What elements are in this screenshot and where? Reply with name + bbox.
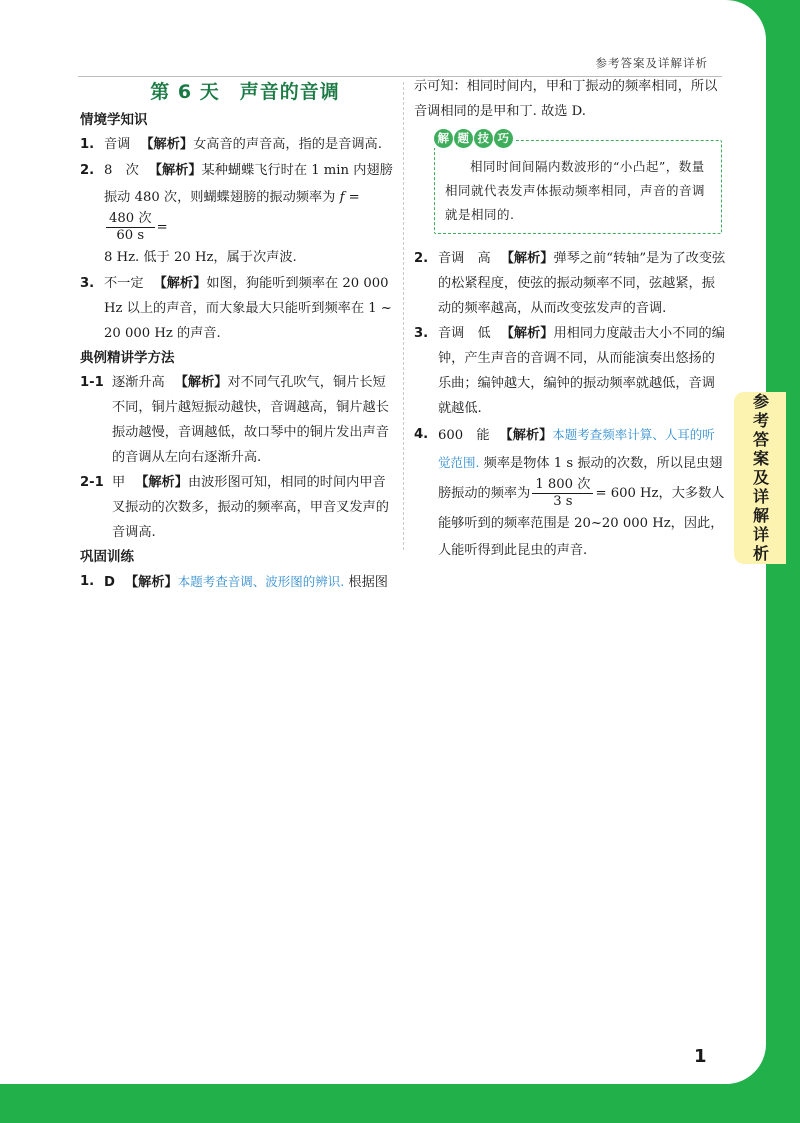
item-answer: 600 能 (438, 428, 490, 443)
answer-item-1 (80, 132, 398, 157)
analysis-tag: 【解析】 (174, 375, 228, 390)
side-tab-label: 参考答案及详解详析 (750, 392, 770, 564)
analysis-tag: 【解析】 (140, 137, 194, 152)
item-text: 用相同力度敲击大小不同的编钟，产生声音的音调不同，从而能演奏出悠扬的乐曲；编钟越大，编钟的振动频率就越低，音调就越低. (438, 326, 725, 416)
tip-badge-char: 解 (434, 129, 453, 148)
section-heading-1: 情境学知识 (80, 112, 148, 128)
item-answer: 音调 (104, 137, 131, 152)
equals-sign: = (344, 190, 360, 205)
equals-sign: = (156, 220, 168, 235)
page-number: 1 (694, 1046, 707, 1067)
fraction (532, 477, 593, 510)
analysis-tag: 【解析】 (135, 475, 188, 490)
item-answer: 甲 (112, 475, 126, 490)
item-number: 2-1 (80, 475, 104, 490)
item-answer: 音调 高 (438, 251, 491, 266)
item-answer: D (104, 575, 115, 590)
item-number: 2. (80, 163, 95, 178)
item-number: 2. (414, 251, 429, 266)
item-text: 由波形图可知，相同的时间内甲音叉振动的次数多，振动的频率高，甲音叉发声的音调高. (112, 475, 389, 540)
analysis-tag: 【解析】 (124, 575, 178, 590)
item-answer: 不一定 (104, 276, 144, 291)
tip-badge-char: 题 (454, 129, 473, 148)
analysis-tag: 【解析】 (500, 326, 554, 341)
item-text-cont: = 600 Hz，大多数人能够听到的频率范围是 20~20 000 Hz，因此，人能听得到此昆虫的声音. (438, 486, 725, 558)
item-text: 根据图 (344, 575, 388, 590)
item-text: 某种蝴蝶飞行时在 1 min 内翅膀振动 480 次，则蝴蝶翅膀的振动频率为 (104, 163, 393, 205)
item-number: 1. (80, 574, 95, 589)
example-item-2-1 (80, 470, 398, 545)
tip-badge (431, 129, 516, 148)
tip-badge-char: 巧 (494, 129, 513, 148)
fraction-denominator: 3 s (532, 493, 593, 510)
item-text: 如图，狗能听到频率在 20 000 Hz 以上的声音，而大象最大只能听到频率在 1 ~ 20 000 Hz 的声音. (104, 276, 392, 341)
tip-badge-char: 技 (474, 129, 493, 148)
practice-item-1 (80, 569, 398, 595)
topic-highlight: 本题考查音调、波形图的辨识. (177, 574, 345, 589)
item-text: 女高音的声音高，指的是音调高. (193, 137, 382, 152)
item-answer: 逐渐升高 (112, 375, 165, 390)
fraction-numerator: 1 800 次 (535, 477, 591, 492)
practice-item-4 (414, 421, 726, 564)
continued-text: 示可知：相同时间内，甲和丁振动的频率相同，所以音调相同的是甲和丁. 故选 D. (414, 79, 718, 119)
item-number: 3. (414, 326, 429, 341)
item-number: 4. (414, 427, 429, 442)
analysis-tag: 【解析】 (148, 163, 202, 178)
tip-text: 相同时间间隔内数波形的“小凸起”，数量相同就代表发声体振动频率相同，声音的音调就是相同的. (445, 159, 706, 222)
item-number: 3. (80, 276, 95, 291)
analysis-tag: 【解析】 (499, 428, 553, 443)
example-item-1-1 (80, 370, 398, 470)
item-text: 频率是物体 1 s 振动的次数，所以昆虫翅膀振动的频率为 (438, 456, 723, 501)
item-text: 对不同气孔吹气，铜片长短不同，铜片越短振动越快，音调越高，铜片越长振动越慢，音调越低，故口琴中的铜片发出声音的音调从左向右逐渐升高. (112, 375, 389, 465)
fraction-numerator: 480 次 (109, 211, 152, 226)
solving-tip-box (434, 131, 722, 234)
topic-highlight: 本题考查频率计算、人耳的听觉范围. (438, 427, 715, 470)
column-divider (403, 82, 404, 550)
item-text-cont: 8 Hz. 低于 20 Hz，属于次声波. (104, 250, 297, 265)
item-text: 弹琴之前“转轴”是为了改变弦的松紧程度，使弦的振动频率不同，弦越紧，振动的频率越高，从而改变弦发声的音调. (438, 251, 726, 316)
section-heading-3: 巩固训练 (80, 549, 134, 565)
answer-item-3 (80, 271, 398, 346)
frequency-symbol: f (339, 190, 345, 205)
practice-item-2 (414, 246, 726, 321)
analysis-tag: 【解析】 (500, 251, 554, 266)
running-header: 参考答案及详解详析 (595, 56, 708, 70)
answer-item-2 (80, 157, 398, 271)
side-tab (734, 392, 786, 564)
fraction-denominator: 60 s (106, 227, 155, 244)
item-answer: 8 次 (104, 163, 139, 178)
item-answer: 音调 低 (438, 326, 491, 341)
section-heading-2: 典例精讲学方法 (80, 350, 175, 366)
item-number: 1. (80, 137, 95, 152)
fraction (106, 211, 155, 244)
page-title: 第 6 天 声音的音调 (150, 81, 340, 103)
right-column (414, 74, 726, 564)
item-number: 1-1 (80, 375, 104, 390)
left-column (80, 78, 398, 595)
practice-item-3 (414, 321, 726, 421)
analysis-tag: 【解析】 (153, 276, 207, 291)
